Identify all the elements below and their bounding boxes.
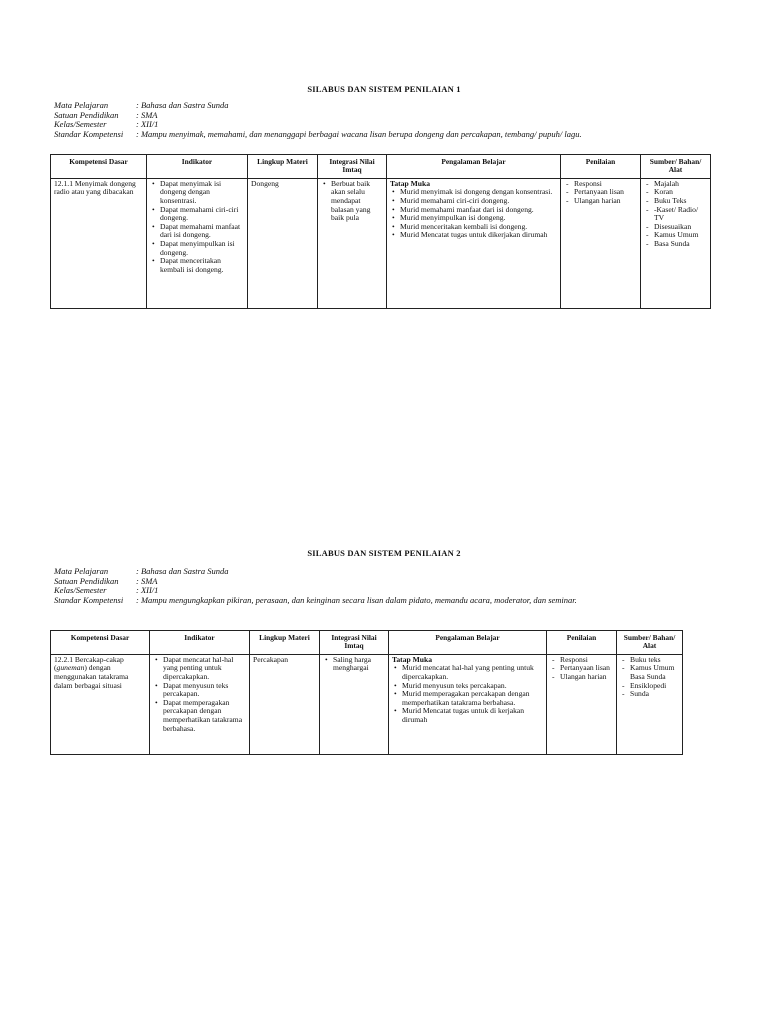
section2-table [50, 630, 683, 755]
meta-value: : Bahasa dan Sastra Sunda [136, 566, 229, 576]
meta-row [54, 596, 577, 606]
th-indikator: Indikator [150, 631, 250, 655]
list-item: • Murid mencatat hal-hal yang penting untuk dipercakapkan. [402, 664, 543, 681]
list-item: - Sunda [630, 690, 679, 699]
meta-label: Mata Pelajaran [54, 566, 109, 576]
list-item: - -Kaset/ Radio/ TV [654, 206, 707, 223]
list-item: - Basa Sunda [654, 240, 707, 249]
meta-value: : XII/1 [136, 585, 159, 595]
list-item: - Koran [654, 188, 707, 197]
meta-label: Kelas/Semester [54, 119, 107, 129]
th-sumber: Sumber/ Bahan/ Alat [641, 155, 711, 179]
meta-value: : Mampu menyimak, memahami, dan menanggapi berbagai wacana lisan berupa dongeng dan percakapan, tembang/ pupuh/ lagu. [136, 128, 582, 139]
meta-value: : SMA [136, 575, 158, 586]
table-row [51, 178, 711, 308]
list-item: • Murid menyusun teks percakapan. [402, 682, 543, 691]
cell-penilaian [547, 654, 617, 754]
list-item: • Murid Mencatat tugas untuk di kerjakan dirumah [402, 707, 543, 724]
section2-title: SILABUS DAN SISTEM PENILAIAN 2 [307, 548, 461, 558]
sumber-list [644, 180, 707, 249]
cell-kompetensi [51, 654, 150, 754]
list-item: • Murid memperagakan percakapan dengan memperhatikan tatakrama berbahasa. [402, 690, 543, 707]
indikator-list [153, 656, 246, 733]
meta-label: Satuan Pendidikan [54, 575, 119, 586]
th-materi: Lingkup Materi [250, 631, 320, 655]
meta-row [54, 101, 582, 111]
pengalaman-list [390, 188, 557, 240]
th-kompetensi: Kompetensi Dasar [51, 155, 147, 179]
meta-label: Satuan Pendidikan [54, 109, 119, 120]
list-item: • Dapat memahami manfaat dari isi dongeng. [160, 223, 244, 240]
list-item: • Murid menyimak isi dongeng dengan konsentrasi. [400, 188, 557, 197]
section2-meta [54, 567, 577, 605]
th-imtaq: Integrasi Nilai Imtaq [318, 155, 387, 179]
penilaian-list [564, 180, 637, 206]
meta-row [54, 111, 582, 121]
list-item: - Pertanyaan lisan [574, 188, 637, 197]
cell-imtaq [320, 654, 389, 754]
list-item: - Majalah [654, 180, 707, 189]
imtaq-list [321, 180, 383, 223]
th-pengalaman: Pengalaman Belajar [389, 631, 547, 655]
cell-sumber [617, 654, 683, 754]
meta-label: Standar Kompetensi [54, 594, 124, 605]
th-kompetensi: Kompetensi Dasar [51, 631, 150, 655]
list-item: - Kamus Umum [654, 231, 707, 240]
list-item: - Responsi [560, 656, 613, 665]
meta-label: Kelas/Semester [54, 585, 107, 595]
list-item: • Dapat mencatat hal-hal yang penting untuk dipercakapkan. [163, 656, 246, 682]
table-header-row [51, 631, 683, 655]
cell-indikator [147, 178, 248, 308]
list-item: • Murid Mencatat tugas untuk dikerjakan dirumah [400, 231, 557, 240]
meta-value: : XII/1 [136, 119, 159, 129]
meta-value: : Bahasa dan Sastra Sunda [136, 100, 229, 110]
kd-text: 12.2.1 Bercakap-cakap ( [54, 654, 124, 673]
list-item: - Ulangan harian [574, 197, 637, 206]
meta-label: Standar Kompetensi [54, 128, 124, 139]
indikator-list [150, 180, 244, 275]
meta-row [54, 130, 582, 140]
list-item: - Kamus Umum Basa Sunda [630, 664, 679, 681]
list-item: • Dapat menyimak isi dongeng dengan konsentrasi. [160, 180, 244, 206]
cell-materi: Percakapan [250, 654, 320, 754]
list-item: • Dapat menceritakan kembali isi dongeng. [160, 257, 244, 274]
meta-label: Mata Pelajaran [54, 100, 109, 110]
list-item: • Murid menceritakan kembali isi dongeng. [400, 223, 557, 232]
sumber-list [620, 656, 679, 699]
meta-value: : Mampu mengungkapkan pikiran, perasaan, dan keinginan secara lisan dalam pidato, memandu acara, moderator, dan seminar. [136, 594, 577, 605]
list-item: - Buku teks [630, 656, 679, 665]
section1-title: SILABUS DAN SISTEM PENILAIAN 1 [307, 84, 461, 94]
list-item: • Saling harga menghargai [333, 656, 385, 673]
cell-materi: Dongeng [248, 178, 318, 308]
list-item: • Murid menyimpulkan isi dongeng. [400, 214, 557, 223]
meta-value: : SMA [136, 109, 158, 120]
list-item: - Pertanyaan lisan [560, 664, 613, 673]
section1-table [50, 154, 711, 309]
list-item: - Ulangan harian [560, 673, 613, 682]
list-item: - Buku Teks [654, 197, 707, 206]
list-item: - Responsi [574, 180, 637, 189]
th-indikator: Indikator [147, 155, 248, 179]
th-sumber: Sumber/ Bahan/ Alat [617, 631, 683, 655]
list-item: - Disesuaikan [654, 223, 707, 232]
list-item: • Dapat memperagakan percakapan dengan memperhatikan tatakrama berbahasa. [163, 699, 246, 733]
table-row [51, 654, 683, 754]
meta-row [54, 577, 577, 587]
cell-pengalaman [387, 178, 561, 308]
meta-row [54, 567, 577, 577]
penilaian-list [550, 656, 613, 682]
list-item: • Murid memahami ciri-ciri dongeng. [400, 197, 557, 206]
pengalaman-heading: Tatap Muka [392, 654, 433, 664]
list-item: • Berbuat baik akan selalu mendapat balasan yang baik pula [331, 180, 383, 223]
imtaq-list [323, 656, 385, 673]
th-imtaq: Integrasi Nilai Imtaq [320, 631, 389, 655]
list-item: • Dapat memahami ciri-ciri dongeng. [160, 206, 244, 223]
cell-indikator [150, 654, 250, 754]
cell-sumber [641, 178, 711, 308]
cell-penilaian [561, 178, 641, 308]
cell-imtaq [318, 178, 387, 308]
th-materi: Lingkup Materi [248, 155, 318, 179]
section1-meta [54, 101, 582, 139]
th-penilaian: Penilaian [561, 155, 641, 179]
pengalaman-heading: Tatap Muka [390, 178, 431, 188]
kd-italic-term: guneman [56, 663, 85, 673]
pengalaman-list [392, 664, 543, 724]
list-item: • Dapat menyimpulkan isi dongeng. [160, 240, 244, 257]
kd-text: ) dengan menggunakan tatakrama dalam berbagai situasi [54, 663, 129, 690]
th-pengalaman: Pengalaman Belajar [387, 155, 561, 179]
table-header-row [51, 155, 711, 179]
list-item: • Dapat menyusun teks percakapan. [163, 682, 246, 699]
list-item: • Murid memahami manfaat dari isi dongeng. [400, 206, 557, 215]
cell-pengalaman [389, 654, 547, 754]
list-item: - Ensiklopedi [630, 682, 679, 691]
th-penilaian: Penilaian [547, 631, 617, 655]
cell-kompetensi: 12.1.1 Menyimak dongeng radio atau yang dibacakan [51, 178, 147, 308]
